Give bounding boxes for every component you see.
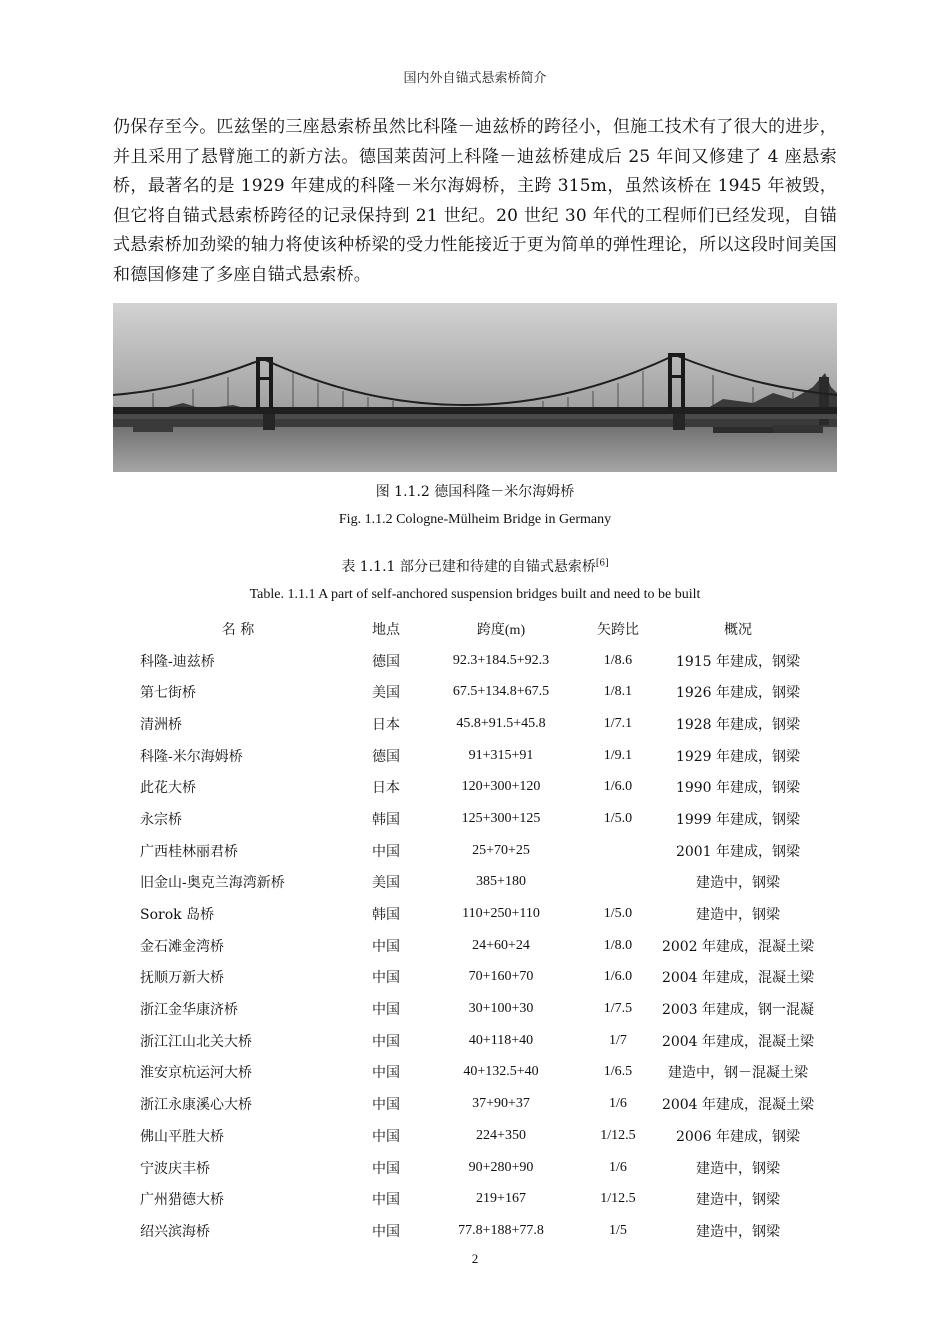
cell-location: 中国 bbox=[372, 1192, 400, 1209]
table-row bbox=[128, 962, 818, 994]
cell-overview: 建造中，钢梁 bbox=[696, 907, 780, 924]
cell-name: 宁波庆丰桥 bbox=[140, 1160, 210, 1177]
cell-location: 中国 bbox=[372, 938, 400, 955]
table-title-cn bbox=[0, 556, 950, 576]
table-row bbox=[128, 1183, 818, 1215]
cell-overview: 1999 年建成，钢梁 bbox=[675, 811, 801, 828]
cell-overview: 2002 年建成，混凝土梁 bbox=[661, 938, 815, 955]
cell-overview: 2003 年建成，钢一混凝 bbox=[661, 1002, 815, 1019]
cell-span: 40+132.5+40 bbox=[463, 1064, 539, 1080]
cell-overview: 2004 年建成，混凝土梁 bbox=[661, 970, 815, 987]
bridge-photo bbox=[113, 303, 837, 472]
cell-location: 中国 bbox=[372, 1097, 400, 1114]
cell-span: 120+300+120 bbox=[461, 779, 541, 795]
cell-location: 中国 bbox=[372, 1160, 400, 1177]
table-header-row bbox=[128, 613, 818, 645]
cell-ratio: 1/9.1 bbox=[603, 747, 633, 763]
table-row bbox=[128, 803, 818, 835]
cell-span: 40+118+40 bbox=[468, 1032, 534, 1048]
cell-location: 中国 bbox=[372, 843, 400, 860]
header-ratio: 矢跨比 bbox=[597, 622, 639, 638]
cell-name: 浙江金华康济桥 bbox=[140, 1002, 238, 1019]
cell-span: 110+250+110 bbox=[462, 906, 540, 922]
cell-location: 美国 bbox=[372, 875, 400, 892]
cell-location: 韩国 bbox=[372, 811, 400, 828]
cell-location: 日本 bbox=[372, 716, 400, 733]
cell-ratio: 1/6.0 bbox=[603, 969, 633, 985]
cell-name: 旧金山-奥克兰海湾新桥 bbox=[140, 875, 285, 892]
cell-ratio bbox=[578, 867, 658, 899]
cell-span: 224+350 bbox=[476, 1127, 526, 1143]
cell-location: 中国 bbox=[372, 1065, 400, 1082]
cell-name: 浙江江山北关大桥 bbox=[140, 1033, 252, 1050]
cell-span: 125+300+125 bbox=[461, 810, 541, 826]
table-row bbox=[128, 993, 818, 1025]
cell-name: 佛山平胜大桥 bbox=[140, 1128, 224, 1145]
cell-location: 中国 bbox=[372, 970, 400, 987]
table-row bbox=[128, 1057, 818, 1089]
cell-name: Sorok 岛桥 bbox=[140, 907, 215, 924]
cell-ratio: 1/8.0 bbox=[603, 937, 633, 953]
table-row bbox=[128, 867, 818, 899]
cell-ratio: 1/6.5 bbox=[603, 1064, 633, 1080]
cell-ratio: 1/12.5 bbox=[600, 1191, 636, 1207]
cell-overview: 建造中，钢梁 bbox=[696, 875, 780, 892]
table-row bbox=[128, 1025, 818, 1057]
cell-name: 抚顺万新大桥 bbox=[140, 970, 224, 987]
cell-location: 美国 bbox=[372, 685, 400, 702]
cell-overview: 1990 年建成，钢梁 bbox=[675, 780, 801, 797]
running-header: 国内外自锚式悬索桥简介 bbox=[403, 71, 547, 86]
header-span: 跨度(m) bbox=[476, 622, 526, 638]
bridge-table bbox=[128, 613, 818, 1247]
cell-span: 24+60+24 bbox=[472, 937, 530, 953]
cell-overview: 2006 年建成，钢梁 bbox=[675, 1128, 801, 1145]
cell-overview: 建造中，钢－混凝土梁 bbox=[668, 1065, 808, 1082]
table-row bbox=[128, 1152, 818, 1184]
cell-ratio: 1/5.0 bbox=[603, 810, 633, 826]
table-row bbox=[128, 708, 818, 740]
cell-ratio: 1/8.6 bbox=[603, 652, 633, 668]
cell-span: 70+160+70 bbox=[468, 969, 534, 985]
cell-overview: 1928 年建成，钢梁 bbox=[675, 716, 801, 733]
cell-location: 日本 bbox=[372, 780, 400, 797]
cell-ratio: 1/6 bbox=[609, 1096, 627, 1112]
cell-name: 第七街桥 bbox=[140, 685, 196, 702]
cell-overview: 建造中，钢梁 bbox=[696, 1192, 780, 1209]
cell-ratio: 1/6.0 bbox=[603, 779, 633, 795]
cell-span: 385+180 bbox=[476, 874, 526, 890]
cell-ratio: 1/6 bbox=[609, 1159, 627, 1175]
table-row bbox=[128, 1120, 818, 1152]
table-row bbox=[128, 645, 818, 677]
cell-span: 219+167 bbox=[476, 1191, 526, 1207]
cell-overview: 2001 年建成，钢梁 bbox=[675, 843, 801, 860]
header-location: 地点 bbox=[372, 621, 400, 638]
cell-location: 中国 bbox=[372, 1223, 400, 1240]
cell-overview: 2004 年建成，混凝土梁 bbox=[661, 1033, 815, 1050]
cell-name: 清洲桥 bbox=[140, 716, 182, 733]
table-row bbox=[128, 930, 818, 962]
cell-ratio: 1/7.5 bbox=[603, 1001, 633, 1017]
cell-span: 37+90+37 bbox=[472, 1096, 530, 1112]
cell-overview: 建造中，钢梁 bbox=[696, 1160, 780, 1177]
cell-overview: 建造中，钢梁 bbox=[696, 1223, 780, 1240]
cell-overview: 1929 年建成，钢梁 bbox=[675, 748, 801, 765]
table-row bbox=[128, 835, 818, 867]
cell-location: 中国 bbox=[372, 1033, 400, 1050]
cell-location: 德国 bbox=[372, 653, 400, 670]
table-title-cn-text: 表 1.1.1 部分已建和待建的自锚式悬索桥 bbox=[341, 559, 596, 575]
cell-ratio bbox=[578, 835, 658, 867]
cell-span: 45.8+91.5+45.8 bbox=[456, 715, 546, 731]
cell-ratio: 1/8.1 bbox=[603, 684, 633, 700]
table-row bbox=[128, 771, 818, 803]
cell-name: 广西桂林丽君桥 bbox=[140, 843, 238, 860]
table-body bbox=[128, 645, 818, 1247]
cell-name: 浙江永康溪心大桥 bbox=[140, 1097, 252, 1114]
cell-span: 92.3+184.5+92.3 bbox=[452, 652, 550, 668]
cell-span: 90+280+90 bbox=[468, 1159, 534, 1175]
cell-ratio: 1/7 bbox=[609, 1032, 627, 1048]
header-name: 名 称 bbox=[221, 621, 255, 638]
cell-location: 中国 bbox=[372, 1002, 400, 1019]
page-number: 2 bbox=[471, 1251, 479, 1266]
cell-span: 77.8+188+77.8 bbox=[458, 1222, 544, 1238]
table-title-en: Table. 1.1.1 A part of self-anchored suspension bridges built and need to be built bbox=[249, 587, 701, 602]
cell-location: 德国 bbox=[372, 748, 400, 765]
cell-span: 25+70+25 bbox=[472, 842, 530, 858]
table-row bbox=[128, 898, 818, 930]
cell-span: 67.5+134.8+67.5 bbox=[452, 684, 550, 700]
table-row bbox=[128, 740, 818, 772]
table-row bbox=[128, 676, 818, 708]
cell-name: 淮安京杭运河大桥 bbox=[140, 1065, 252, 1082]
cell-ratio: 1/5.0 bbox=[603, 906, 633, 922]
cell-name: 金石滩金湾桥 bbox=[140, 938, 224, 955]
cell-span: 30+100+30 bbox=[468, 1001, 534, 1017]
cell-name: 广州猎德大桥 bbox=[140, 1192, 224, 1209]
cell-ratio: 1/5 bbox=[609, 1222, 627, 1238]
cell-overview: 2004 年建成，混凝土梁 bbox=[661, 1097, 815, 1114]
cell-location: 中国 bbox=[372, 1128, 400, 1145]
cell-overview: 1915 年建成，钢梁 bbox=[675, 653, 801, 670]
cell-overview: 1926 年建成，钢梁 bbox=[675, 685, 801, 702]
cell-name: 绍兴滨海桥 bbox=[140, 1223, 210, 1240]
cell-ratio: 1/7.1 bbox=[603, 715, 633, 731]
cell-span: 91+315+91 bbox=[468, 747, 534, 763]
cell-location: 韩国 bbox=[372, 907, 400, 924]
cell-name: 科隆-迪兹桥 bbox=[140, 653, 215, 670]
table-row bbox=[128, 1088, 818, 1120]
cell-name: 永宗桥 bbox=[140, 811, 182, 828]
cell-name: 此花大桥 bbox=[140, 780, 196, 797]
cell-name: 科隆-米尔海姆桥 bbox=[140, 748, 243, 765]
cell-ratio: 1/12.5 bbox=[600, 1127, 636, 1143]
table-title-ref: [6] bbox=[595, 558, 609, 569]
figure-caption-cn: 图 1.1.2 德国科隆－米尔海姆桥 bbox=[375, 484, 575, 500]
figure-caption-en: Fig. 1.1.2 Cologne-Mülheim Bridge in Germany bbox=[338, 512, 612, 527]
table-row bbox=[128, 1215, 818, 1247]
body-paragraph: 仍保存至今。匹兹堡的三座悬索桥虽然比科隆－迪兹桥的跨径小，但施工技术有了很大的进步，并且采用了悬臂施工的新方法。德国莱茵河上科隆－迪兹桥建成后 25 年间又修建了 4 座悬索桥，最著名的是 1929 年建成的科隆－米尔海姆桥，主跨 315m，虽然该桥在 1945 年被毁，但它将自锚式悬索桥跨径的记录保持到 21 世纪。20 世纪 30 年代的工程师们已经发现，自锚式悬索桥加劲梁的轴力将使该种桥梁的受力性能接近于更为简单的弹性理论，所以这段时间美国和德国修建了多座自锚式悬索桥。 bbox=[113, 117, 837, 285]
header-overview: 概况 bbox=[724, 621, 752, 638]
